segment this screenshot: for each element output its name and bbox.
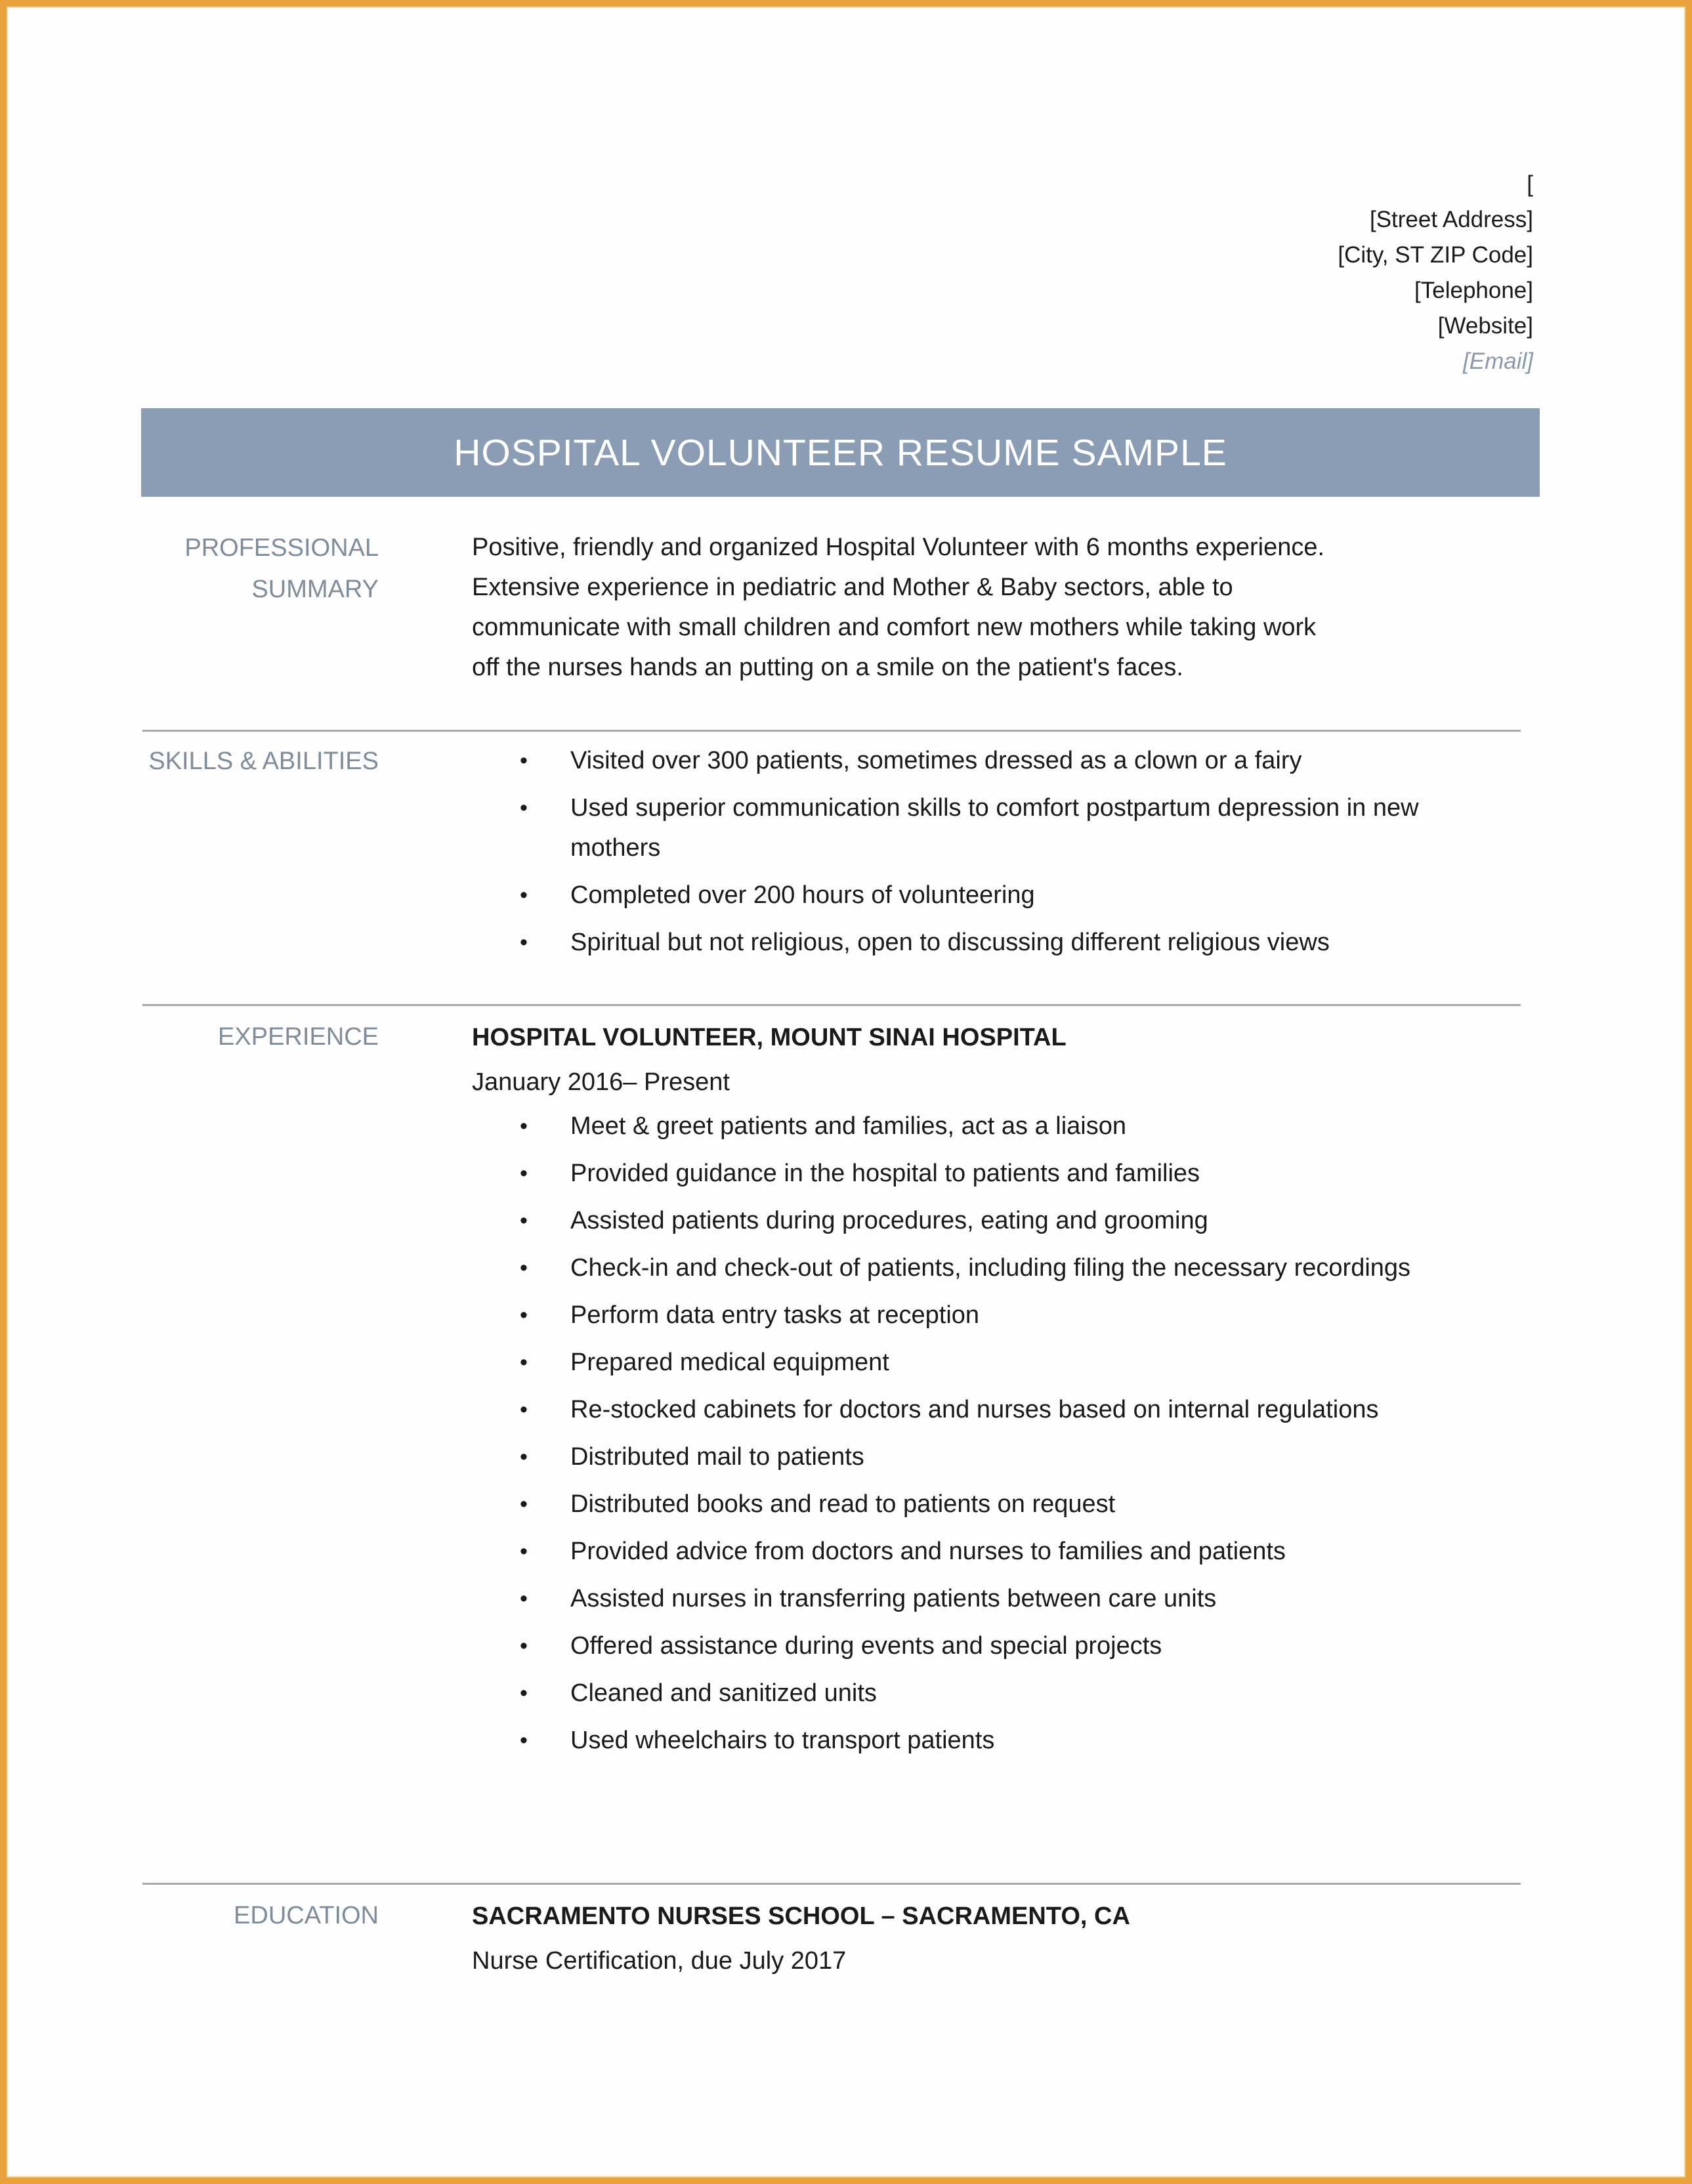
list-item-text: Spiritual but not religious, open to discussing different religious views <box>570 929 1330 956</box>
list-item-text: Offered assistance during events and special projects <box>570 1632 1162 1660</box>
experience-content <box>472 1017 1456 1768</box>
list-item <box>472 1106 1456 1146</box>
list-item <box>472 875 1456 915</box>
list-item <box>472 1721 1456 1761</box>
skills-list <box>472 741 1456 963</box>
job-title: HOSPITAL VOLUNTEER, MOUNT SINAI HOSPITAL <box>472 1024 1067 1051</box>
experience-label: EXPERIENCE <box>218 1023 379 1051</box>
bullet-icon: • <box>520 1728 528 1753</box>
list-item <box>472 1437 1456 1477</box>
summary-label-line1: PROFESSIONAL <box>184 534 379 562</box>
resume-page <box>7 7 1685 2177</box>
bullet-icon: • <box>520 1492 528 1517</box>
education-school: SACRAMENTO NURSES SCHOOL – SACRAMENTO, CA <box>472 1902 1130 1930</box>
bullet-icon: • <box>520 1681 528 1706</box>
list-item-text: Completed over 200 hours of volunteering <box>570 881 1035 909</box>
bullet-icon: • <box>520 1539 528 1564</box>
list-item-text: Assisted patients during procedures, eating and grooming <box>570 1207 1208 1234</box>
bullet-icon: • <box>520 1303 528 1328</box>
list-item-text: Used superior communication skills to comfort postpartum depression in new mothers <box>570 794 1419 862</box>
summary-label-line2: SUMMARY <box>251 576 379 603</box>
skills-content <box>472 741 1456 970</box>
list-item <box>472 923 1456 963</box>
list-item-text: Provided guidance in the hospital to patients and families <box>570 1160 1200 1187</box>
list-item <box>472 1484 1456 1524</box>
bullet-icon: • <box>520 1255 528 1280</box>
education-label: EDUCATION <box>234 1902 379 1929</box>
contact-block <box>1338 167 1533 379</box>
bullet-icon: • <box>520 1161 528 1186</box>
list-item-text: Provided advice from doctors and nurses to families and patients <box>570 1538 1286 1565</box>
divider-skills <box>142 730 1521 732</box>
list-item <box>472 1295 1456 1335</box>
bullet-icon: • <box>520 748 528 773</box>
bullet-icon: • <box>520 1444 528 1469</box>
bullet-icon: • <box>520 1633 528 1658</box>
contact-name: [ <box>1527 171 1533 197</box>
bullet-icon: • <box>520 883 528 908</box>
list-item <box>472 1626 1456 1666</box>
list-item-text: Cleaned and sanitized units <box>570 1679 877 1707</box>
education-content <box>472 1895 1456 1985</box>
list-item <box>472 788 1456 868</box>
skills-label: SKILLS & ABILITIES <box>148 747 379 775</box>
list-item-text: Distributed mail to patients <box>570 1443 864 1471</box>
contact-website: [Website] <box>1437 313 1533 339</box>
list-item-text: Visited over 300 patients, sometimes dressed as a clown or a fairy <box>570 747 1302 774</box>
list-item-text: Prepared medical equipment <box>570 1349 889 1376</box>
summary-text: Positive, friendly and organized Hospital Volunteer with 6 months experience. Extensive experience in pediatric and Mother & Baby sectors, able to communicate with small children and comfort new mothers while taking work off the nurses hands an putting on a smile on the patient's faces. <box>472 534 1325 681</box>
divider-education <box>142 1883 1521 1885</box>
contact-telephone: [Telephone] <box>1414 278 1533 303</box>
list-item <box>472 1201 1456 1241</box>
education-detail: Nurse Certification, due July 2017 <box>472 1947 847 1975</box>
resume-title: HOSPITAL VOLUNTEER RESUME SAMPLE <box>454 431 1227 474</box>
bullet-icon: • <box>520 1350 528 1375</box>
contact-email: [Email] <box>1463 348 1533 374</box>
divider-experience <box>142 1004 1521 1006</box>
list-item <box>472 741 1456 781</box>
summary-label <box>142 528 379 610</box>
list-item <box>472 1343 1456 1383</box>
bullet-icon: • <box>520 1586 528 1611</box>
job-date: January 2016– Present <box>472 1068 730 1096</box>
list-item <box>472 1673 1456 1713</box>
list-item-text: Meet & greet patients and families, act as a liaison <box>570 1112 1127 1140</box>
list-item <box>472 1248 1456 1288</box>
list-item-text: Check-in and check-out of patients, including filing the necessary recordings <box>570 1254 1411 1282</box>
contact-street: [Street Address] <box>1369 207 1533 232</box>
list-item <box>472 1390 1456 1430</box>
bullet-icon: • <box>520 1397 528 1422</box>
list-item-text: Distributed books and read to patients on request <box>570 1490 1116 1518</box>
contact-city: [City, ST ZIP Code] <box>1338 242 1533 268</box>
bullet-icon: • <box>520 930 528 955</box>
bullet-icon: • <box>520 795 528 820</box>
experience-list <box>472 1106 1456 1761</box>
summary-content <box>472 528 1325 688</box>
bullet-icon: • <box>520 1114 528 1139</box>
list-item-text: Re-stocked cabinets for doctors and nurses based on internal regulations <box>570 1396 1379 1423</box>
list-item <box>472 1532 1456 1572</box>
list-item <box>472 1154 1456 1194</box>
list-item <box>472 1579 1456 1619</box>
title-banner <box>141 408 1540 497</box>
list-item-text: Perform data entry tasks at reception <box>570 1301 980 1329</box>
list-item-text: Assisted nurses in transferring patients between care units <box>570 1585 1217 1612</box>
bullet-icon: • <box>520 1208 528 1233</box>
list-item-text: Used wheelchairs to transport patients <box>570 1727 995 1754</box>
